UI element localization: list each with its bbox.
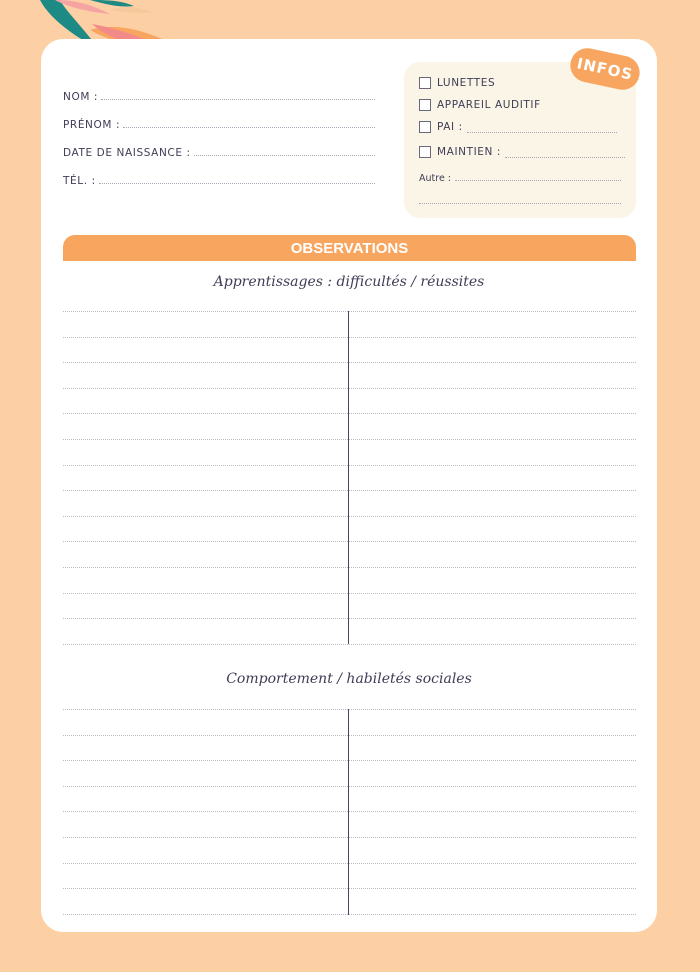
infos-badge: INFOS	[567, 45, 643, 93]
maintien-checkbox[interactable]	[419, 146, 431, 158]
writing-line[interactable]	[63, 863, 636, 864]
writing-line[interactable]	[63, 311, 636, 312]
maintien-option[interactable]	[419, 144, 625, 160]
maintien-line[interactable]	[505, 157, 625, 158]
writing-line[interactable]	[63, 786, 636, 787]
prenom-field[interactable]	[63, 115, 375, 131]
naissance-label: DATE DE NAISSANCE :	[63, 147, 191, 159]
writing-line[interactable]	[63, 465, 636, 466]
pai-line[interactable]	[467, 132, 617, 133]
observations-banner: OBSERVATIONS	[63, 235, 636, 261]
section-comportement-title: Comportement / habiletés sociales	[226, 671, 472, 687]
form-card	[41, 39, 657, 932]
column-divider	[348, 311, 349, 644]
writing-line[interactable]	[63, 413, 636, 414]
lunettes-checkbox[interactable]	[419, 77, 431, 89]
writing-line[interactable]	[63, 914, 636, 915]
nom-label: NOM :	[63, 91, 99, 103]
writing-line[interactable]	[63, 337, 636, 338]
comportement-lines[interactable]	[63, 709, 636, 915]
prenom-line[interactable]	[123, 127, 375, 128]
lunettes-label: LUNETTES	[437, 77, 496, 89]
writing-line[interactable]	[63, 837, 636, 838]
writing-line[interactable]	[63, 593, 636, 594]
writing-line[interactable]	[63, 541, 636, 542]
writing-line[interactable]	[63, 439, 636, 440]
tel-line[interactable]	[99, 183, 375, 184]
pai-label: PAI :	[437, 121, 463, 133]
autre-line-2[interactable]	[419, 203, 621, 204]
writing-line[interactable]	[63, 567, 636, 568]
autre-line[interactable]	[455, 180, 621, 181]
pai-checkbox[interactable]	[419, 121, 431, 133]
writing-line[interactable]	[63, 490, 636, 491]
nom-line[interactable]	[101, 99, 375, 100]
writing-line[interactable]	[63, 516, 636, 517]
naissance-field[interactable]	[63, 143, 375, 159]
nom-field[interactable]	[63, 87, 375, 103]
tel-field[interactable]	[63, 171, 375, 187]
writing-line[interactable]	[63, 888, 636, 889]
autre-label: Autre :	[419, 173, 452, 184]
appareil-option[interactable]	[419, 97, 541, 113]
writing-line[interactable]	[63, 388, 636, 389]
apprentissages-lines[interactable]	[63, 311, 636, 644]
maintien-label: MAINTIEN :	[437, 146, 502, 158]
appareil-checkbox[interactable]	[419, 99, 431, 111]
writing-line[interactable]	[63, 709, 636, 710]
tel-label: TÉL. :	[63, 175, 96, 187]
appareil-label: APPAREIL AUDITIF	[437, 99, 541, 111]
writing-line[interactable]	[63, 618, 636, 619]
lunettes-option[interactable]	[419, 75, 495, 91]
autre-field[interactable]	[419, 173, 621, 184]
naissance-line[interactable]	[194, 155, 375, 156]
writing-line[interactable]	[63, 760, 636, 761]
writing-line[interactable]	[63, 811, 636, 812]
pai-option[interactable]	[419, 119, 617, 135]
writing-line[interactable]	[63, 735, 636, 736]
writing-line[interactable]	[63, 362, 636, 363]
prenom-label: PRÉNOM :	[63, 119, 121, 131]
section-apprentissages-title: Apprentissages : difficultés / réussites	[213, 274, 485, 290]
writing-line[interactable]	[63, 644, 636, 645]
